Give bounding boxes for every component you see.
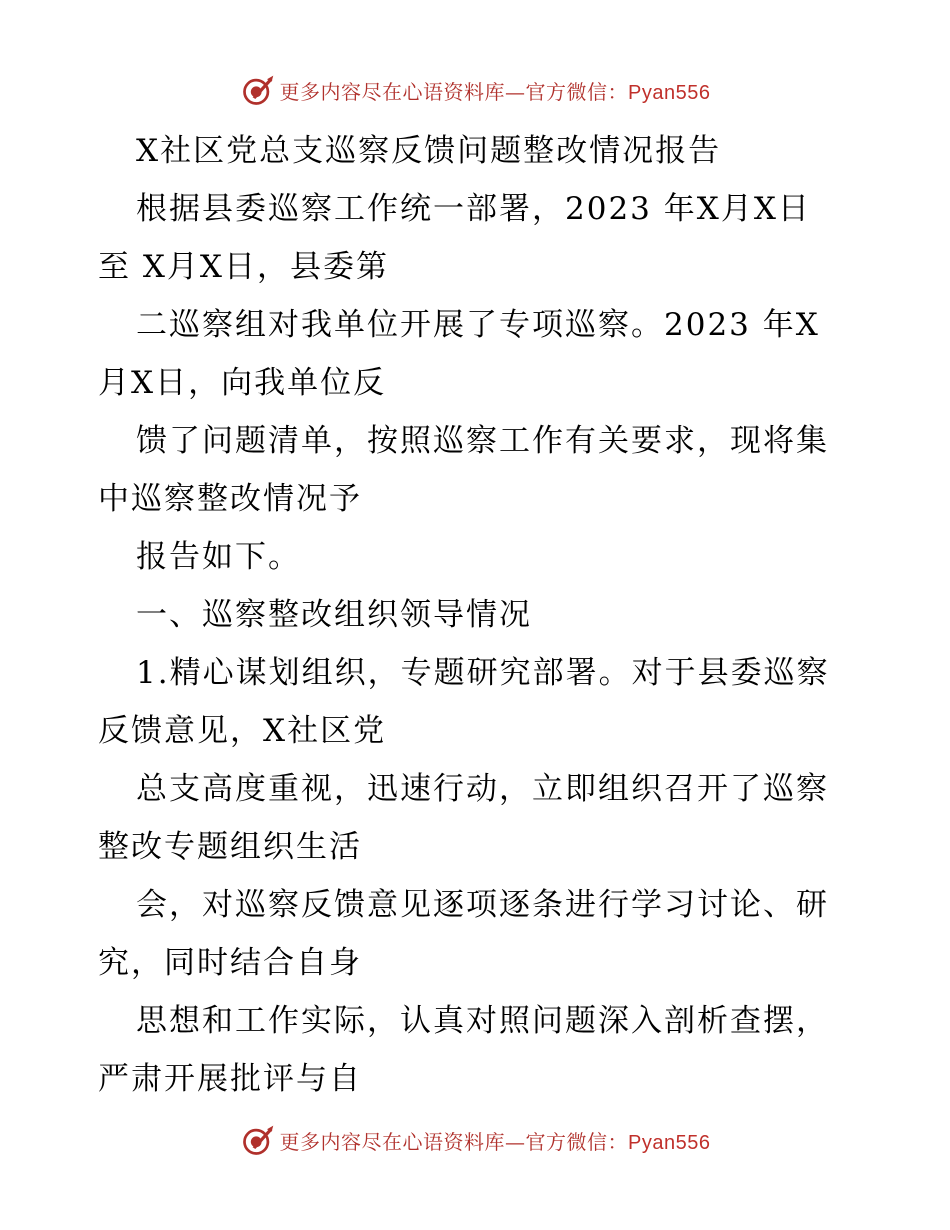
watermark-brand: 更多内容尽在心语资料库—官方微信： — [279, 79, 629, 104]
section-heading: 一、巡察整改组织领导情况 — [136, 597, 532, 633]
watermark-wechat-id: Pyan556 — [628, 81, 711, 104]
document-line: 报告如下。 — [136, 539, 301, 575]
document-line: 至 X月X日，县委第 — [98, 249, 389, 285]
document-line: 总支高度重视，迅速行动，立即组织召开了巡察 — [136, 771, 829, 807]
document-line: 馈了问题清单，按照巡察工作有关要求，现将集 — [136, 423, 829, 459]
document-line: 月X日，向我单位反 — [98, 365, 387, 401]
document-line: 1.精心谋划组织，专题研究部署。对于县委巡察 — [136, 655, 830, 691]
document-line: 根据县委巡察工作统一部署，2023 年X月X日 — [136, 191, 811, 227]
footer-watermark — [0, 1120, 950, 1160]
document-title: X社区党总支巡察反馈问题整改情况报告 — [136, 133, 722, 169]
quill-pen-logo-icon — [240, 72, 276, 108]
document-line: 二巡察组对我单位开展了专项巡察。2023 年X — [136, 307, 820, 343]
document-line: 整改专题组织生活 — [98, 829, 362, 865]
header-watermark — [0, 70, 950, 110]
watermark-text — [280, 1126, 711, 1155]
document-line: 会，对巡察反馈意见逐项逐条进行学习讨论、研 — [136, 887, 829, 923]
quill-pen-logo-icon — [240, 1122, 276, 1158]
watermark-brand: 更多内容尽在心语资料库—官方微信： — [279, 1129, 629, 1154]
document-line: 中巡察整改情况予 — [98, 481, 362, 517]
document-line: 严肃开展批评与自 — [98, 1061, 362, 1097]
document-line: 反馈意见，X社区党 — [98, 713, 387, 749]
document-body — [98, 122, 858, 1108]
watermark-wechat-id: Pyan556 — [628, 1131, 711, 1154]
watermark-text — [280, 76, 711, 105]
document-line: 究，同时结合自身 — [98, 945, 362, 981]
document-line: 思想和工作实际，认真对照问题深入剖析查摆， — [136, 1003, 829, 1039]
